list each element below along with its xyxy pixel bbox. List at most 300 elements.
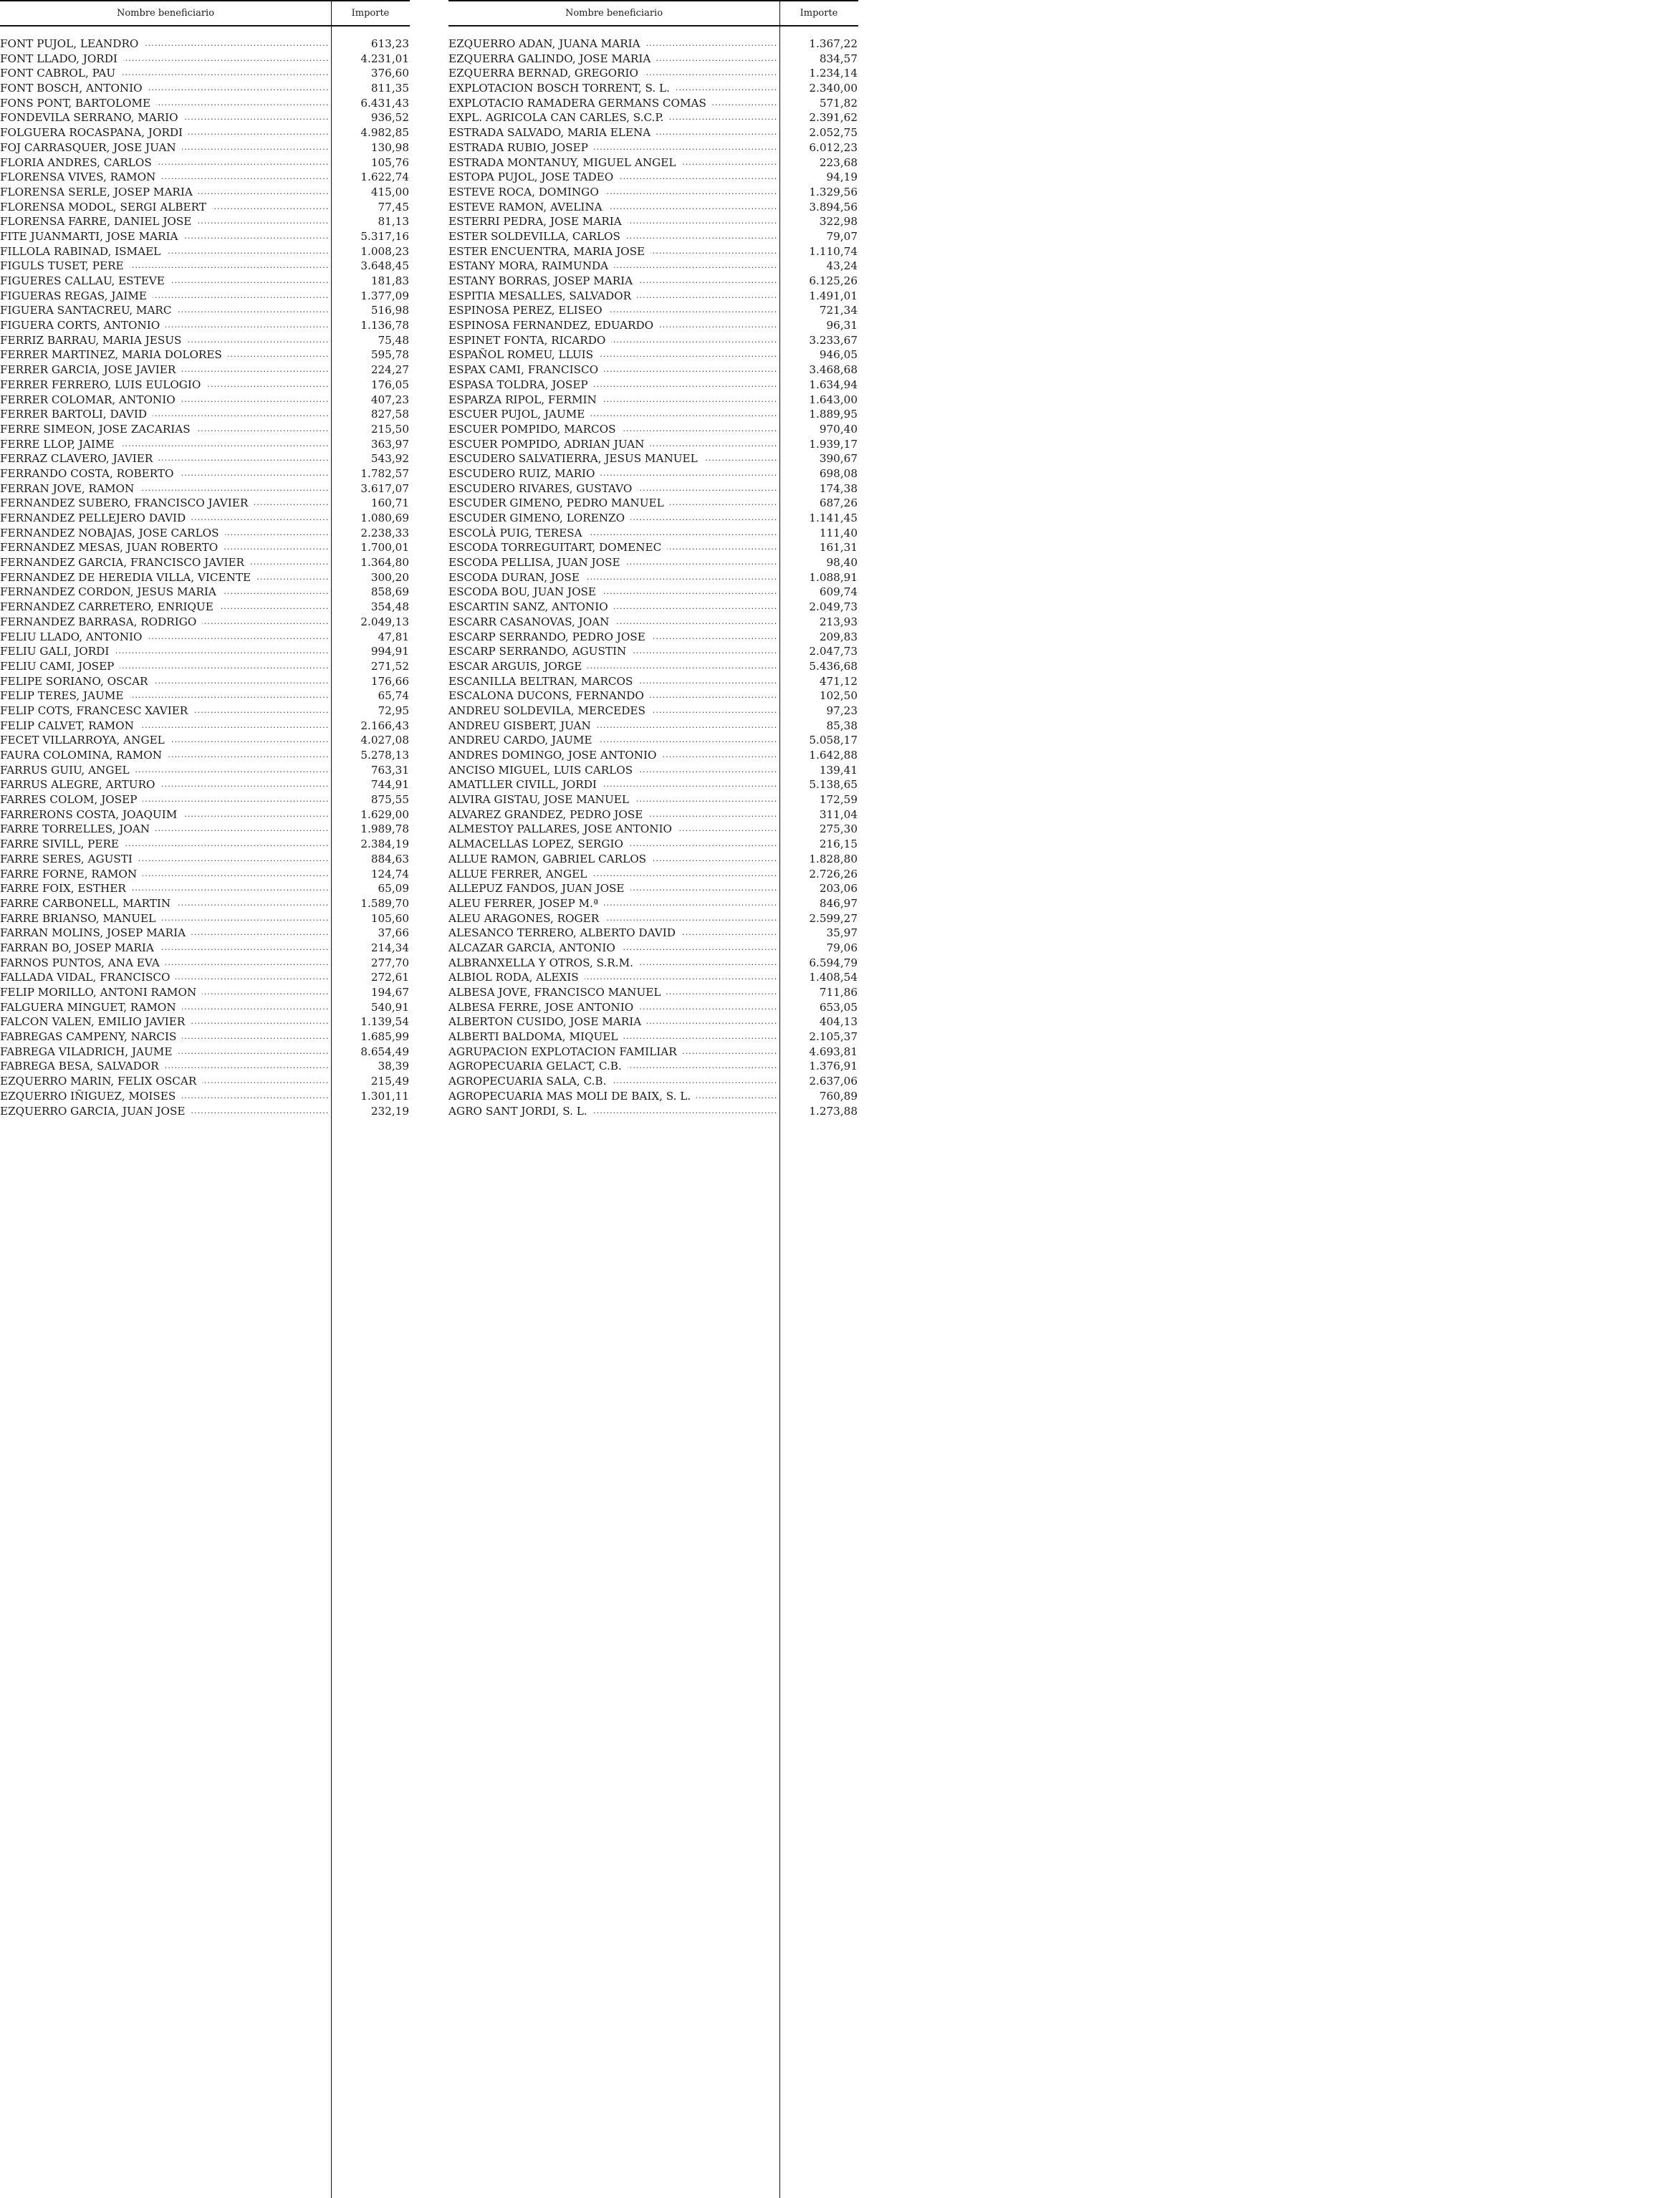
table-row xyxy=(448,140,858,155)
amount: 2.726,26 xyxy=(809,867,858,880)
amount: 194,67 xyxy=(370,986,409,999)
beneficiary-name: FERRER COLOMAR, ANTONIO . . . xyxy=(0,393,330,408)
amount: 827,58 xyxy=(370,408,409,421)
beneficiary-name: FARRERONS COSTA, JOAQUIM . . . xyxy=(0,807,330,822)
table-row xyxy=(448,214,858,229)
amount: 1.377,09 xyxy=(360,289,409,302)
amount: 571,82 xyxy=(819,96,858,110)
amount: 98,40 xyxy=(826,556,858,570)
amount: 1.273,88 xyxy=(809,1104,858,1118)
amount: 77,45 xyxy=(378,200,409,213)
amount: 176,66 xyxy=(370,674,409,688)
beneficiary-name: ANDREU CARDO, JAUME . . . xyxy=(448,733,778,748)
table-row xyxy=(0,1074,410,1089)
amount: 687,26 xyxy=(819,496,858,510)
beneficiary-name: FERNANDEZ NOBAJAS, JOSE CARLOS . . . xyxy=(0,526,330,541)
table-row xyxy=(0,1030,410,1045)
beneficiary-name: FONT CABROL, PAU . . . xyxy=(0,66,330,81)
amount: 1.329,56 xyxy=(809,185,858,198)
beneficiary-name: ANDREU GISBERT, JUAN . . . xyxy=(448,719,778,734)
beneficiary-name: ANDRES DOMINGO, JOSE ANTONIO . . . xyxy=(448,748,778,763)
amount: 172,59 xyxy=(819,793,858,807)
amount: 300,20 xyxy=(370,570,409,584)
beneficiary-name: ESCUDER GIMENO, PEDRO MANUEL . . . xyxy=(448,496,778,511)
table-row xyxy=(448,466,858,481)
amount: 5.436,68 xyxy=(809,659,858,673)
beneficiary-name: ALBIOL RODA, ALEXIS . . . xyxy=(448,970,778,985)
amount: 994,91 xyxy=(370,645,409,658)
amount: 376,60 xyxy=(370,67,409,80)
table-row xyxy=(0,644,410,659)
amount: 1.408,54 xyxy=(809,971,858,984)
beneficiary-name: FARRAN MOLINS, JOSEP MARIA . . . xyxy=(0,926,330,941)
amount: 846,97 xyxy=(819,896,858,910)
right-table-rows xyxy=(448,37,858,1118)
amount: 609,74 xyxy=(819,585,858,599)
beneficiary-name: FERRER BARTOLI, DAVID . . . xyxy=(0,407,330,422)
beneficiary-name: ALVAREZ GRANDEZ, PEDRO JOSE . . . xyxy=(448,807,778,822)
beneficiary-name: ESCUDERO RUIZ, MARIO . . . xyxy=(448,466,778,481)
amount: 38,39 xyxy=(378,1060,409,1073)
beneficiary-name: AGRO SANT JORDI, S. L. . . . xyxy=(448,1104,778,1119)
table-row xyxy=(0,704,410,719)
beneficiary-name: EXPLOTACION BOSCH TORRENT, S. L. . . . xyxy=(448,81,778,96)
table-row xyxy=(448,644,858,659)
beneficiary-name: FERRAN JOVE, RAMON . . . xyxy=(0,481,330,496)
beneficiary-name: ESPITIA MESALLES, SALVADOR . . . xyxy=(448,289,778,304)
beneficiary-name: FARRE SIVILL, PERE . . . xyxy=(0,837,330,852)
table-row xyxy=(448,926,858,941)
table-row xyxy=(448,155,858,171)
beneficiary-name: ESTERRI PEDRA, JOSE MARIA . . . xyxy=(448,214,778,229)
table-row xyxy=(0,688,410,704)
amount: 216,15 xyxy=(819,838,858,851)
amount: 79,06 xyxy=(826,941,858,954)
table-row xyxy=(0,600,410,615)
amount: 4.982,85 xyxy=(360,126,409,140)
beneficiary-name: FELIU LLADO, ANTONIO . . . xyxy=(0,630,330,645)
table-row xyxy=(0,585,410,600)
amount: 65,74 xyxy=(378,689,409,703)
left-table xyxy=(0,0,410,1118)
beneficiary-name: ALEU FERRER, JOSEP M.ª . . . xyxy=(448,896,778,911)
name-column-header: Nombre beneficiario xyxy=(116,8,215,19)
beneficiary-name: ESCARTIN SANZ, ANTONIO . . . xyxy=(448,600,778,615)
beneficiary-name: ESCARP SERRANDO, AGUSTIN . . . xyxy=(448,644,778,659)
beneficiary-name: EZQUERRA BERNAD, GREGORIO . . . xyxy=(448,66,778,81)
table-row xyxy=(0,140,410,155)
beneficiary-name: ALLUE FERRER, ANGEL . . . xyxy=(448,867,778,882)
amount: 223,68 xyxy=(819,155,858,169)
table-row xyxy=(0,792,410,807)
table-row xyxy=(448,748,858,763)
beneficiary-name: ESTER SOLDEVILLA, CARLOS . . . xyxy=(448,229,778,244)
amount: 5.317,16 xyxy=(360,229,409,243)
amount: 884,63 xyxy=(370,852,409,865)
beneficiary-name: ALVIRA GISTAU, JOSE MANUEL . . . xyxy=(448,792,778,807)
amount: 1.008,23 xyxy=(360,244,409,258)
amount: 1.685,99 xyxy=(360,1030,409,1044)
table-row xyxy=(0,1059,410,1074)
table-row xyxy=(0,170,410,185)
left-table-rows xyxy=(0,37,410,1118)
amount: 97,23 xyxy=(826,704,858,717)
amount: 139,41 xyxy=(819,763,858,777)
table-row xyxy=(448,881,858,896)
amount: 124,74 xyxy=(370,867,409,880)
table-row xyxy=(448,393,858,408)
amount: 970,40 xyxy=(819,422,858,436)
beneficiary-name: FILLOLA RABINAD, ISMAEL . . . xyxy=(0,244,330,259)
beneficiary-name: FIGULS TUSET, PERE . . . xyxy=(0,259,330,274)
amount: 102,50 xyxy=(819,689,858,703)
table-row xyxy=(448,110,858,125)
amount: 1.989,78 xyxy=(360,822,409,836)
amount: 1.643,00 xyxy=(809,393,858,406)
beneficiary-name: ESCUDER GIMENO, LORENZO . . . xyxy=(448,511,778,526)
table-row xyxy=(0,333,410,348)
amount: 209,83 xyxy=(819,630,858,643)
beneficiary-name: ESPINOSA FERNANDEZ, EDUARDO . . . xyxy=(448,318,778,333)
beneficiary-name: EZQUERRO GARCIA, JUAN JOSE . . . xyxy=(0,1104,330,1119)
table-row xyxy=(448,1074,858,1089)
beneficiary-name: FALGUERA MINGUET, RAMON . . . xyxy=(0,1000,330,1015)
table-row xyxy=(0,526,410,541)
table-row xyxy=(0,496,410,511)
table-row xyxy=(0,259,410,274)
amount: 215,49 xyxy=(370,1075,409,1088)
amount: 540,91 xyxy=(370,1000,409,1014)
beneficiary-name: FERNANDEZ GARCIA, FRANCISCO JAVIER . . . xyxy=(0,555,330,570)
amount: 2.052,75 xyxy=(809,126,858,140)
beneficiary-name: FAURA COLOMINA, RAMON . . . xyxy=(0,748,330,763)
amount: 698,08 xyxy=(819,466,858,480)
table-row xyxy=(448,407,858,422)
table-row xyxy=(0,185,410,200)
beneficiary-name: ESTOPA PUJOL, JOSE TADEO . . . xyxy=(448,170,778,185)
beneficiary-name: ESCODA TORREGUITART, DOMENEC . . . xyxy=(448,540,778,555)
beneficiary-name: ESPAÑOL ROMEU, LLUIS . . . xyxy=(448,347,778,363)
table-row xyxy=(0,393,410,408)
amount: 3.233,67 xyxy=(809,333,858,347)
amount: 1.634,94 xyxy=(809,378,858,391)
table-row xyxy=(0,881,410,896)
amount: 354,48 xyxy=(370,600,409,614)
beneficiary-name: FIGUERES CALLAU, ESTEVE . . . xyxy=(0,274,330,289)
amount: 760,89 xyxy=(819,1089,858,1103)
amount: 653,05 xyxy=(819,1000,858,1014)
beneficiary-name: FLORIA ANDRES, CARLOS . . . xyxy=(0,155,330,171)
beneficiary-name: ESTRADA RUBIO, JOSEP . . . xyxy=(448,140,778,155)
table-row xyxy=(448,318,858,333)
table-row xyxy=(448,911,858,926)
table-row xyxy=(0,852,410,867)
amount: 2.238,33 xyxy=(360,526,409,539)
table-row xyxy=(0,378,410,393)
beneficiary-name: FARRUS ALEGRE, ARTURO . . . xyxy=(0,777,330,792)
amount-column-header: Importe xyxy=(800,8,838,19)
table-row xyxy=(0,66,410,81)
amount: 72,95 xyxy=(378,704,409,717)
beneficiary-name: EZQUERRO ADAN, JUANA MARIA . . . xyxy=(448,37,778,52)
beneficiary-name: FELIU CAMI, JOSEP . . . xyxy=(0,659,330,674)
beneficiary-name: FONS PONT, BARTOLOME . . . xyxy=(0,96,330,111)
beneficiary-name: FELIP CALVET, RAMON . . . xyxy=(0,719,330,734)
amount: 2.637,06 xyxy=(809,1075,858,1088)
beneficiary-name: ESCAR ARGUIS, JORGE . . . xyxy=(448,659,778,674)
table-row xyxy=(0,52,410,67)
table-row xyxy=(448,1014,858,1030)
beneficiary-name: FIGUERA CORTS, ANTONIO . . . xyxy=(0,318,330,333)
amount: 6.594,79 xyxy=(809,956,858,969)
table-row xyxy=(448,570,858,585)
beneficiary-name: ESCUER POMPIDO, MARCOS . . . xyxy=(448,422,778,437)
table-row xyxy=(0,347,410,363)
table-row xyxy=(448,704,858,719)
amount: 6.012,23 xyxy=(809,140,858,154)
beneficiary-name: FARRE SERES, AGUSTI . . . xyxy=(0,852,330,867)
table-row xyxy=(0,748,410,763)
beneficiary-name: FERNANDEZ SUBERO, FRANCISCO JAVIER . . . xyxy=(0,496,330,511)
beneficiary-name: FERRE SIMEON, JOSE ZACARIAS . . . xyxy=(0,422,330,437)
table-row xyxy=(448,125,858,140)
table-row xyxy=(0,37,410,52)
amount: 47,81 xyxy=(378,630,409,643)
amount: 35,97 xyxy=(826,926,858,940)
amount: 105,60 xyxy=(370,911,409,925)
table-row xyxy=(448,777,858,792)
amount: 174,38 xyxy=(819,481,858,495)
amount: 516,98 xyxy=(370,304,409,317)
beneficiary-name: FERNANDEZ CARRETERO, ENRIQUE . . . xyxy=(0,600,330,615)
beneficiary-name: FALCON VALEN, EMILIO JAVIER . . . xyxy=(0,1014,330,1030)
amount: 5.058,17 xyxy=(809,734,858,747)
beneficiary-name: FOJ CARRASQUER, JOSE JUAN . . . xyxy=(0,140,330,155)
table-row xyxy=(0,896,410,911)
table-row xyxy=(448,763,858,778)
table-row xyxy=(0,274,410,289)
table-row xyxy=(0,96,410,111)
beneficiary-name: ESTER ENCUENTRA, MARIA JOSE . . . xyxy=(448,244,778,259)
table-row xyxy=(0,125,410,140)
beneficiary-name: ESCALONA DUCONS, FERNANDO . . . xyxy=(448,688,778,704)
table-row xyxy=(0,1045,410,1060)
table-row xyxy=(0,867,410,882)
amount: 744,91 xyxy=(370,778,409,792)
amount: 215,50 xyxy=(370,422,409,436)
right-table-header xyxy=(448,0,858,27)
beneficiary-name: FOLGUERA ROCASPANA, JORDI . . . xyxy=(0,125,330,140)
table-row xyxy=(0,822,410,837)
table-row xyxy=(0,214,410,229)
beneficiary-name: ALBESA FERRE, JOSE ANTONIO . . . xyxy=(448,1000,778,1015)
beneficiary-name: FERNANDEZ BARRASA, RODRIGO . . . xyxy=(0,615,330,630)
amount: 272,61 xyxy=(370,971,409,984)
amount: 1.376,91 xyxy=(809,1060,858,1073)
amount: 203,06 xyxy=(819,882,858,896)
table-row xyxy=(448,437,858,452)
table-row xyxy=(448,896,858,911)
beneficiary-name: ALLUE RAMON, GABRIEL CARLOS . . . xyxy=(448,852,778,867)
amount: 94,19 xyxy=(826,171,858,184)
amount: 1.889,95 xyxy=(809,408,858,421)
table-row xyxy=(448,733,858,748)
beneficiary-name: ESPINET FONTA, RICARDO . . . xyxy=(448,333,778,348)
beneficiary-name: FARRAN BO, JOSEP MARIA . . . xyxy=(0,941,330,956)
amount: 811,35 xyxy=(370,82,409,95)
beneficiary-name: EXPL. AGRICOLA CAN CARLES, S.C.P. . . . xyxy=(448,110,778,125)
amount: 1.939,17 xyxy=(809,437,858,451)
amount: 6.431,43 xyxy=(360,96,409,110)
table-row xyxy=(448,451,858,466)
left-table-header xyxy=(0,0,410,27)
amount: 613,23 xyxy=(370,37,409,50)
beneficiary-name: AGROPECUARIA MAS MOLI DE BAIX, S. L. . . . xyxy=(448,1089,778,1104)
amount: 1.782,57 xyxy=(360,466,409,480)
amount: 1.589,70 xyxy=(360,896,409,910)
amount: 4.027,08 xyxy=(360,734,409,747)
table-row xyxy=(0,81,410,96)
beneficiary-name: ALBERTI BALDOMA, MIQUEL . . . xyxy=(448,1030,778,1045)
table-row xyxy=(448,792,858,807)
table-row xyxy=(448,289,858,304)
table-row xyxy=(448,1089,858,1104)
table-row xyxy=(0,200,410,215)
table-row xyxy=(0,719,410,734)
beneficiary-name: FIGUERAS REGAS, JAIME . . . xyxy=(0,289,330,304)
amount: 834,57 xyxy=(819,52,858,65)
table-row xyxy=(0,970,410,985)
amount: 2.340,00 xyxy=(809,82,858,95)
beneficiary-name: ALEU ARAGONES, ROGER . . . xyxy=(448,911,778,926)
amount: 2.047,73 xyxy=(809,645,858,658)
table-row xyxy=(0,481,410,496)
beneficiary-name: ALCAZAR GARCIA, ANTONIO . . . xyxy=(448,941,778,956)
table-row xyxy=(448,852,858,867)
table-row xyxy=(0,155,410,171)
beneficiary-name: FABREGA VILADRICH, JAUME . . . xyxy=(0,1045,330,1060)
table-row xyxy=(448,274,858,289)
table-row xyxy=(448,985,858,1000)
amount: 322,98 xyxy=(819,215,858,229)
table-row xyxy=(0,363,410,378)
table-row xyxy=(448,37,858,52)
table-row xyxy=(448,1045,858,1060)
beneficiary-name: FERRER FERRERO, LUIS EULOGIO . . . xyxy=(0,378,330,393)
table-row xyxy=(448,719,858,734)
amount: 2.105,37 xyxy=(809,1030,858,1044)
beneficiary-name: FELIU GALI, JORDI . . . xyxy=(0,644,330,659)
table-row xyxy=(0,926,410,941)
amount: 1.301,11 xyxy=(360,1089,409,1103)
beneficiary-name: FELIPE SORIANO, OSCAR . . . xyxy=(0,674,330,689)
table-row xyxy=(0,777,410,792)
beneficiary-name: FERNANDEZ CORDON, JESUS MARIA . . . xyxy=(0,585,330,600)
amount: 311,04 xyxy=(819,807,858,821)
table-row xyxy=(448,481,858,496)
beneficiary-name: ESTANY MORA, RAIMUNDA . . . xyxy=(448,259,778,274)
right-table xyxy=(448,0,858,1118)
table-row xyxy=(0,422,410,437)
amount: 4.231,01 xyxy=(360,52,409,65)
amount: 2.049,73 xyxy=(809,600,858,614)
amount: 271,52 xyxy=(370,659,409,673)
amount: 1.141,45 xyxy=(809,512,858,524)
beneficiary-name: FELIP MORILLO, ANTONI RAMON . . . xyxy=(0,985,330,1000)
amount: 1.080,69 xyxy=(360,512,409,524)
beneficiary-name: FECET VILLARROYA, ANGEL . . . xyxy=(0,733,330,748)
table-row xyxy=(448,81,858,96)
table-row xyxy=(0,229,410,244)
amount: 232,19 xyxy=(370,1104,409,1118)
amount: 1.364,80 xyxy=(360,556,409,570)
table-row xyxy=(0,911,410,926)
table-row xyxy=(448,347,858,363)
table-row xyxy=(0,303,410,318)
beneficiary-name: ESTANY BORRAS, JOSEP MARIA . . . xyxy=(448,274,778,289)
amount: 105,76 xyxy=(370,155,409,169)
beneficiary-name: ESCARR CASANOVAS, JOAN . . . xyxy=(448,615,778,630)
beneficiary-name: FARRE BRIANSO, MANUEL . . . xyxy=(0,911,330,926)
beneficiary-name: AGROPECUARIA GELACT, C.B. . . . xyxy=(448,1059,778,1074)
table-row xyxy=(0,437,410,452)
beneficiary-name: ESCUDERO SALVATIERRA, JESUS MANUEL . . . xyxy=(448,451,778,466)
amount: 404,13 xyxy=(819,1015,858,1029)
amount: 1.367,22 xyxy=(809,37,858,50)
beneficiary-name: FELIP COTS, FRANCESC XAVIER . . . xyxy=(0,704,330,719)
table-row xyxy=(448,229,858,244)
table-row xyxy=(448,185,858,200)
beneficiary-name: ALBESA JOVE, FRANCISCO MANUEL . . . xyxy=(448,985,778,1000)
beneficiary-name: FERRER GARCIA, JOSE JAVIER . . . xyxy=(0,363,330,378)
amount: 875,55 xyxy=(370,793,409,807)
beneficiary-name: FARRE FOIX, ESTHER . . . xyxy=(0,881,330,896)
table-row xyxy=(0,659,410,674)
beneficiary-name: FERNANDEZ MESAS, JUAN ROBERTO . . . xyxy=(0,540,330,555)
amount: 37,66 xyxy=(378,926,409,940)
amount: 275,30 xyxy=(819,822,858,836)
beneficiary-name: ESTRADA MONTANUY, MIGUEL ANGEL . . . xyxy=(448,155,778,171)
amount: 543,92 xyxy=(370,452,409,466)
amount: 1.700,01 xyxy=(360,541,409,555)
table-row xyxy=(448,363,858,378)
amount: 2.599,27 xyxy=(809,911,858,925)
beneficiary-name: FERRE LLOP, JAIME . . . xyxy=(0,437,330,452)
beneficiary-name: FERRAZ CLAVERO, JAVIER . . . xyxy=(0,451,330,466)
beneficiary-name: FONT PUJOL, LEANDRO . . . xyxy=(0,37,330,52)
table-row xyxy=(0,763,410,778)
beneficiary-name: ESCUDERO RIVARES, GUSTAVO . . . xyxy=(448,481,778,496)
amount: 1.491,01 xyxy=(809,289,858,302)
table-row xyxy=(0,1104,410,1119)
beneficiary-name: ESCUER POMPIDO, ADRIAN JUAN . . . xyxy=(448,437,778,452)
table-row xyxy=(0,407,410,422)
amount: 8.654,49 xyxy=(360,1045,409,1058)
amount: 858,69 xyxy=(370,585,409,599)
table-row xyxy=(448,422,858,437)
table-row xyxy=(448,511,858,526)
beneficiary-name: FARRE FORNE, RAMON . . . xyxy=(0,867,330,882)
beneficiary-name: FONDEVILA SERRANO, MARIO . . . xyxy=(0,110,330,125)
beneficiary-name: FARRES COLOM, JOSEP . . . xyxy=(0,792,330,807)
table-row xyxy=(0,540,410,555)
amount: 407,23 xyxy=(370,393,409,406)
table-row xyxy=(448,600,858,615)
beneficiary-name: FLORENSA MODOL, SERGI ALBERT . . . xyxy=(0,200,330,215)
amount: 763,31 xyxy=(370,763,409,777)
amount: 1.622,74 xyxy=(360,171,409,184)
beneficiary-name: FLORENSA FARRE, DANIEL JOSE . . . xyxy=(0,214,330,229)
